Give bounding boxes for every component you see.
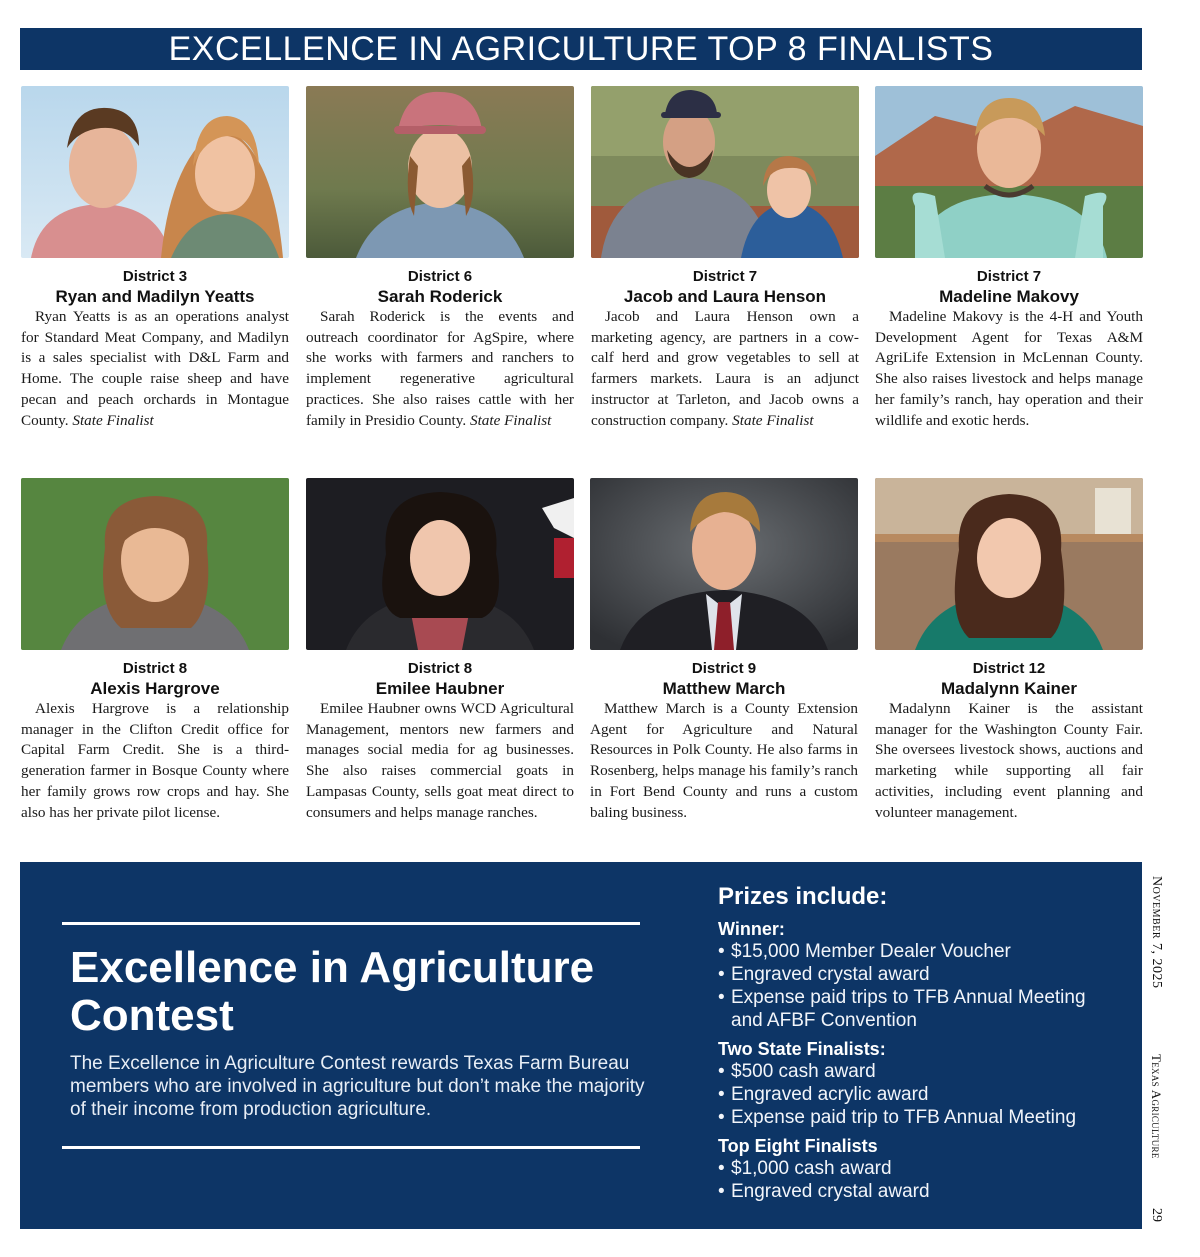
portrait-photo	[306, 86, 574, 258]
prize-list	[718, 940, 1118, 1032]
bio-text: Emilee Haubner owns WCD Agricultural Management, mentors new farmers and manages social media for ag businesses. She also raises commercial goats in Lampasas County, sells goat meat direct to consumers and helps manage ranches.	[306, 700, 574, 821]
finalist-name: Alexis Hargrove	[90, 679, 220, 698]
bio-text: Ryan Yeatts is as an operations analyst for Standard Meat Company, and Madilyn is a sales specialist with D&L Farm and Home. The couple raise sheep and have pecan and peach orchards in Montague County.	[21, 308, 289, 429]
district-label: District 3	[122, 268, 188, 285]
district-label: District 7	[692, 268, 758, 285]
finalist-card	[875, 86, 1143, 431]
finalist-card	[590, 478, 858, 823]
bio-text: Sarah Roderick is the events and outreach coordinator for AgSpire, where she works with farmers and ranchers to implement regenerative agricultural practices. She also raises cattle with her family in Presidio County.	[306, 308, 574, 429]
contest-description: The Excellence in Agriculture Contest rewards Texas Farm Bureau members who are involved in agriculture but don’t make the majority of their income from production agriculture.	[70, 1053, 645, 1120]
prize-item: • Expense paid trips to TFB Annual Meeting and AFBF Convention	[718, 986, 1118, 1032]
finalist-bio	[875, 307, 1143, 431]
district-label: District 9	[691, 660, 757, 677]
finalist-card	[306, 86, 574, 431]
prize-list	[718, 1157, 1118, 1203]
finalist-card	[21, 478, 289, 823]
prizes-heading: Prizes include:	[718, 883, 888, 910]
divider	[62, 922, 640, 925]
contest-info-box	[20, 862, 1142, 1229]
district-label: District 8	[122, 660, 188, 677]
page-title: EXCELLENCE IN AGRICULTURE TOP 8 FINALISTS	[168, 29, 994, 68]
prize-item: • Engraved crystal award	[718, 1180, 1118, 1203]
bio-text: Madeline Makovy is the 4-H and Youth Development Agent for Texas A&M AgriLife Extension in McLennan County. She also raises livestock and helps manage her family’s ranch, hay operation and their wildlife and exotic herds.	[875, 308, 1143, 429]
finalist-photo	[21, 478, 289, 650]
portrait-photo	[875, 478, 1143, 650]
finalist-photo	[875, 478, 1143, 650]
finalist-card	[591, 86, 859, 431]
district-label: District 12	[972, 660, 1046, 677]
prize-group-title: Winner:	[718, 919, 785, 939]
prize-item: • $1,000 cash award	[718, 1157, 1118, 1180]
finalist-name: Emilee Haubner	[375, 679, 505, 698]
finalist-bio	[591, 307, 859, 431]
couple-portrait-photo	[591, 86, 859, 258]
bio-text: Alexis Hargrove is a relationship manager in the Clifton Credit office for Capital Farm Credit. She is a third-generation farmer in Bosque County where her family grows row crops and hay. She also has her private pilot license.	[21, 700, 289, 821]
finalist-photo	[590, 478, 858, 650]
finalist-name: Sarah Roderick	[377, 287, 503, 306]
page-number: 29	[1149, 1208, 1164, 1222]
couple-portrait-photo	[21, 86, 289, 258]
finalist-card	[306, 478, 574, 823]
prize-group-title: Top Eight Finalists	[718, 1136, 878, 1156]
finalist-name: Madeline Makovy	[939, 287, 1079, 306]
divider	[62, 1146, 640, 1149]
issue-date: November 7, 2025	[1149, 876, 1164, 989]
finalist-card	[875, 478, 1143, 823]
prize-item: • Engraved crystal award	[718, 963, 1118, 986]
finalist-photo	[306, 478, 574, 650]
prize-item: • Engraved acrylic award	[718, 1083, 1118, 1106]
finalist-photo	[591, 86, 859, 258]
prize-list	[718, 1060, 1118, 1129]
prize-item: • $15,000 Member Dealer Voucher	[718, 940, 1118, 963]
finalist-bio	[306, 699, 574, 823]
prizes-section	[718, 882, 1118, 1203]
portrait-photo	[21, 478, 289, 650]
finalist-name: Ryan and Madilyn Yeatts	[55, 287, 255, 306]
state-finalist-tag: State Finalist	[72, 411, 154, 429]
finalist-bio	[306, 307, 574, 431]
finalist-name: Madalynn Kainer	[940, 679, 1078, 698]
finalist-name: Jacob and Laura Henson	[623, 287, 827, 306]
finalist-photo	[875, 86, 1143, 258]
finalist-card	[21, 86, 289, 431]
prize-group-title: Two State Finalists:	[718, 1039, 886, 1059]
finalist-photo	[21, 86, 289, 258]
portrait-photo	[306, 478, 574, 650]
state-finalist-tag: State Finalist	[732, 411, 814, 429]
district-label: District 8	[407, 660, 473, 677]
contest-title: Excellence in Agriculture Contest	[70, 943, 595, 1040]
page-header-banner	[20, 28, 1142, 70]
finalist-bio	[21, 699, 289, 823]
state-finalist-tag: State Finalist	[469, 411, 552, 429]
finalist-bio	[590, 699, 858, 823]
district-label: District 6	[407, 268, 473, 285]
finalist-photo	[306, 86, 574, 258]
publication-name: Texas Agriculture	[1149, 1054, 1164, 1159]
prize-item: • $500 cash award	[718, 1060, 1118, 1083]
prize-item: • Expense paid trip to TFB Annual Meeting	[718, 1106, 1118, 1129]
finalist-bio	[875, 699, 1143, 823]
district-label: District 7	[976, 268, 1042, 285]
portrait-photo	[590, 478, 858, 650]
bio-text: Madalynn Kainer is the assistant manager for the Washington County Fair. She oversees livestock shows, auctions and marketing while supporting all fair activities, including event planning and volunteer management.	[875, 700, 1143, 821]
portrait-photo	[875, 86, 1143, 258]
finalist-bio	[21, 307, 289, 431]
bio-text: Matthew March is a County Extension Agent for Agriculture and Natural Resources in Polk County. He also farms in Rosenberg, helps manage his family’s ranch in Fort Bend County and runs a custom baling business.	[590, 700, 858, 821]
bio-text: Jacob and Laura Henson own a marketing agency, are partners in a cow-calf herd and grow vegetables to sell at farmers markets. Laura is an adjunct instructor at Tarleton, and Jacob owns a construction company.	[591, 308, 859, 429]
finalist-name: Matthew March	[662, 679, 786, 698]
